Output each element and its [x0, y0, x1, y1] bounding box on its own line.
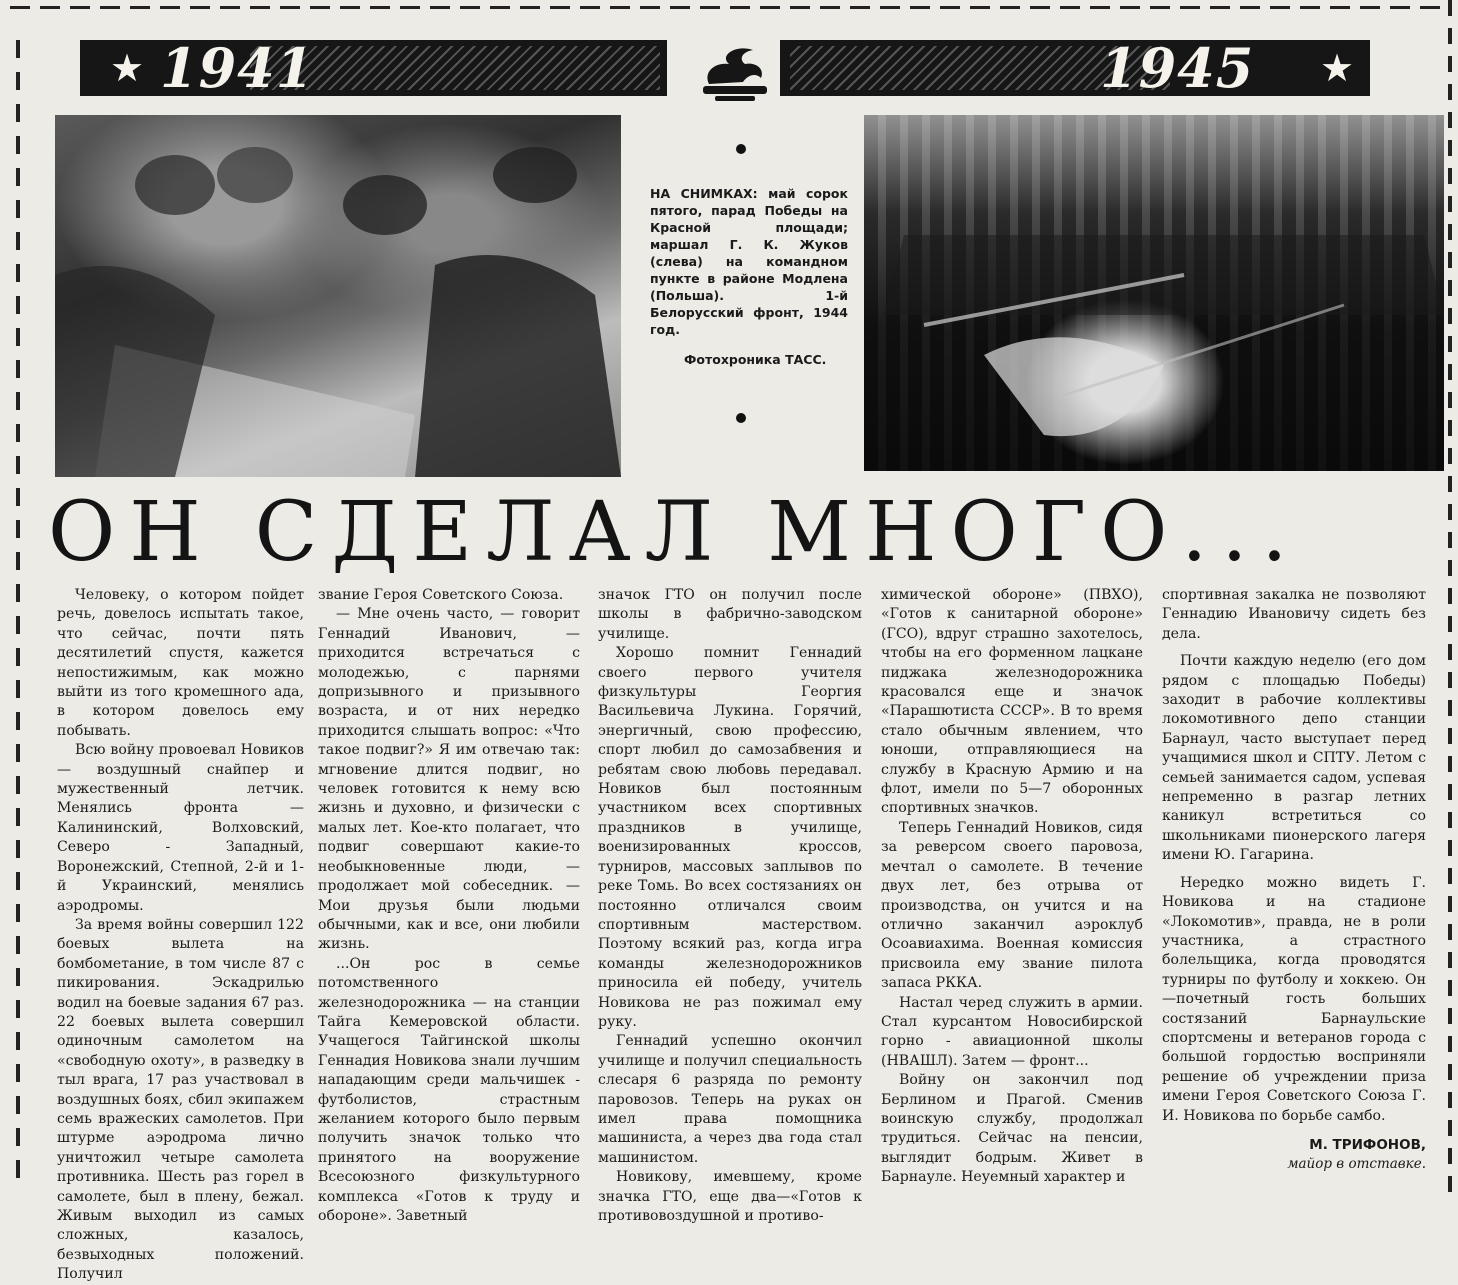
author-name: М. ТРИФОНОВ,: [1309, 1136, 1426, 1153]
photo-victory-parade: [864, 115, 1444, 471]
flame-icon: [695, 42, 775, 102]
paragraph: За время войны совершил 122 боевых вылета на бомбометание, в том числе 87 с пикирования. Эскадрилью водил на боевые задания 67 раз. 22 боевых вылета совершил одиночным самолетом на «свободную охоту», в разведку в тыл врага, 17 раз участвовал в воздушных боях, сбил экипажем семь вражеских самолетов. При штурме аэродрома лично уничтожил четыре самолета противника. Шесть раз горел в самолете, был в плену, бежал. Живым выходил из самых сложных, казалось, безвыходных положений. Получил: [57, 916, 304, 1283]
article-column-3: [598, 586, 862, 1226]
decorative-dot: [736, 413, 746, 423]
paragraph: Человеку, о котором пойдет речь, довелось испытать такое, что сейчас, почти пять десятилетий спустя, кажется непостижимым, как можно выйти из того кромешного ада, в котором довелось ему побывать.: [57, 587, 304, 739]
article-column-5: [1162, 586, 1426, 1174]
article-column-2: [318, 586, 580, 1226]
paragraph: Войну он закончил под Берлином и Прагой. Сменив воинскую службу, продолжал трудиться. Сейчас на пенсии, выглядит бодрым. Живет в Барнауле. Неуемный характер и: [881, 1072, 1143, 1186]
paragraph: Геннадий успешно окончил училище и получил специальность слесаря 6 разряда по ремонту паровозов. Теперь на руках он имел права помощника машиниста, а через два года стал машинистом.: [598, 1033, 862, 1166]
paragraph: химической обороне» (ПВХО), «Готов к санитарной обороне» (ГСО), вдруг страшно захотелось, чтобы на его форменном лацкане пиджака железнодорожника красовался еще и значок «Парашютиста СССР». В то время стало обычным явлением, что юноши, отправляющиеся на службу в Красную Армию и на флот, имели по 5—7 оборонных спортивных значков.: [881, 587, 1143, 817]
article-column-1: [57, 586, 304, 1285]
paragraph: Всю войну провоевал Новиков — воздушный снайпер и мужественный летчик. Менялись фронта — Калининский, Волховский, Северо - Западный, Воронежский, Степной, 2-й и 1-й Украинский, менялись аэродромы.: [57, 742, 304, 914]
author-signature: [1162, 1136, 1426, 1174]
photo-zhukov-command-post: [55, 115, 621, 477]
year-start: 1941: [160, 40, 315, 96]
photo-credit: Фотохроника ТАСС.: [684, 352, 827, 367]
article-column-4: [881, 586, 1143, 1188]
paragraph: Хорошо помнит Геннадий своего первого учителя физкультуры Георгия Васильевича Лукина. Горячий, энергичный, свою профессию, спорт любил до самозабвения и ребятам свою любовь передавал. Новиков был постоянным участником всех спортивных праздников в училище, военизированных кроссов, турниров, массовых заплывов по реке Томь. Во всех состязаниях он постоянно отличался своим спортивным мастерством. Поэтому всякий раз, когда игра команды железнодорожников приносила ей победу, учитель Новикова не раз пожимал ему руку.: [598, 645, 862, 1030]
headline: ОН СДЕЛАЛ МНОГО...: [48, 485, 1302, 580]
star-icon: ★: [1320, 46, 1355, 90]
paragraph: Нередко можно видеть Г. Новикова и на стадионе «Локомотив», правда, не в роли участника, а страстного болельщика, когда проводятся турниры по футболу и хоккею. Он—почетный гость больших состязаний Барнаульские спортсмены и ветеранов города с большой гордостью восприняли решение об учреждении приза имени Героя Советского Союза Г. И. Новикова по борьбе самбо.: [1162, 874, 1426, 1124]
paragraph: Настал черед служить в армии. Стал курсантом Новосибирской горно - авиационной школы (НВАШЛ). Затем — фронт...: [881, 994, 1143, 1069]
decorative-dot: [736, 144, 746, 154]
paragraph: — Мне очень часто, — говорит Геннадий Иванович, — приходится встречаться с молодежью, с парнями допризывного и призывного возраста, и от них нередко приходится слышать вопрос: «Что такое подвиг?» Я им отвечаю так: мгновение длится подвиг, но человек готовится к нему всю жизнь и духовно, и физически с малых лет. Кое-кто полагает, что подвиг совершают какие-то необыкновенные люди, — продолжает мой собеседник. — Мои друзья были людьми обычными, как и все, они любили жизнь.: [318, 606, 580, 953]
paragraph: Новикову, имевшему, кроме значка ГТО, еще два—«Готов к противовоздушной и противо-: [598, 1169, 862, 1224]
paragraph: Теперь Геннадий Новиков, сидя за реверсом своего паровоза, мечтал о самолете. В течение двух лет, без отрыва от производства, он учится и на отлично заканчил аэроклуб Осоавиахима. Военная комиссия присвоила ему звание пилота запаса РККА.: [881, 819, 1143, 992]
page-border-right: [1448, 0, 1452, 1198]
year-end: 1945: [1100, 40, 1255, 96]
paragraph: звание Героя Советского Союза.: [318, 587, 564, 603]
page-border-top: [10, 6, 1440, 9]
paragraph: значок ГТО он получил после школы в фабрично-заводском училище.: [598, 587, 862, 642]
paragraph: спортивная закалка не позволяют Геннадию Ивановичу сидеть без дела.: [1162, 587, 1426, 642]
star-icon: ★: [110, 46, 145, 90]
paragraph: Почти каждую неделю (его дом рядом с площадью Победы) заходит в рабочие коллективы локомотивного депо станции Барнаул, часто выступает перед учащимися школ и СПТУ. Летом с семьей занимается садом, успевая непременно в разгар летних каникул встретиться со школьниками пионерского лагеря имени Ю. Гагарина.: [1162, 653, 1426, 864]
paragraph: ...Он рос в семье потомственного железнодорожника — на станции Тайга Кемеровской области. Учащегося Тайгинской школы Геннадия Новикова знали лучшим нападающим среди мальчишек - футболистов, страстным желанием которого было первым получить значок только что принятого на вооружение Всесоюзного физкультурного комплекса «Готов к труду и обороне». Заветный: [318, 955, 580, 1224]
photo-caption: НА СНИМКАХ: май сорок пятого, парад Победы на Красной площади; маршал Г. К. Жуков (слева) на командном пункте в районе Модлена (Польша). 1-й Белорусский фронт, 1944 год.: [650, 186, 848, 337]
page-border-left: [16, 40, 20, 1190]
author-rank: майор в отставке.: [1287, 1155, 1426, 1172]
